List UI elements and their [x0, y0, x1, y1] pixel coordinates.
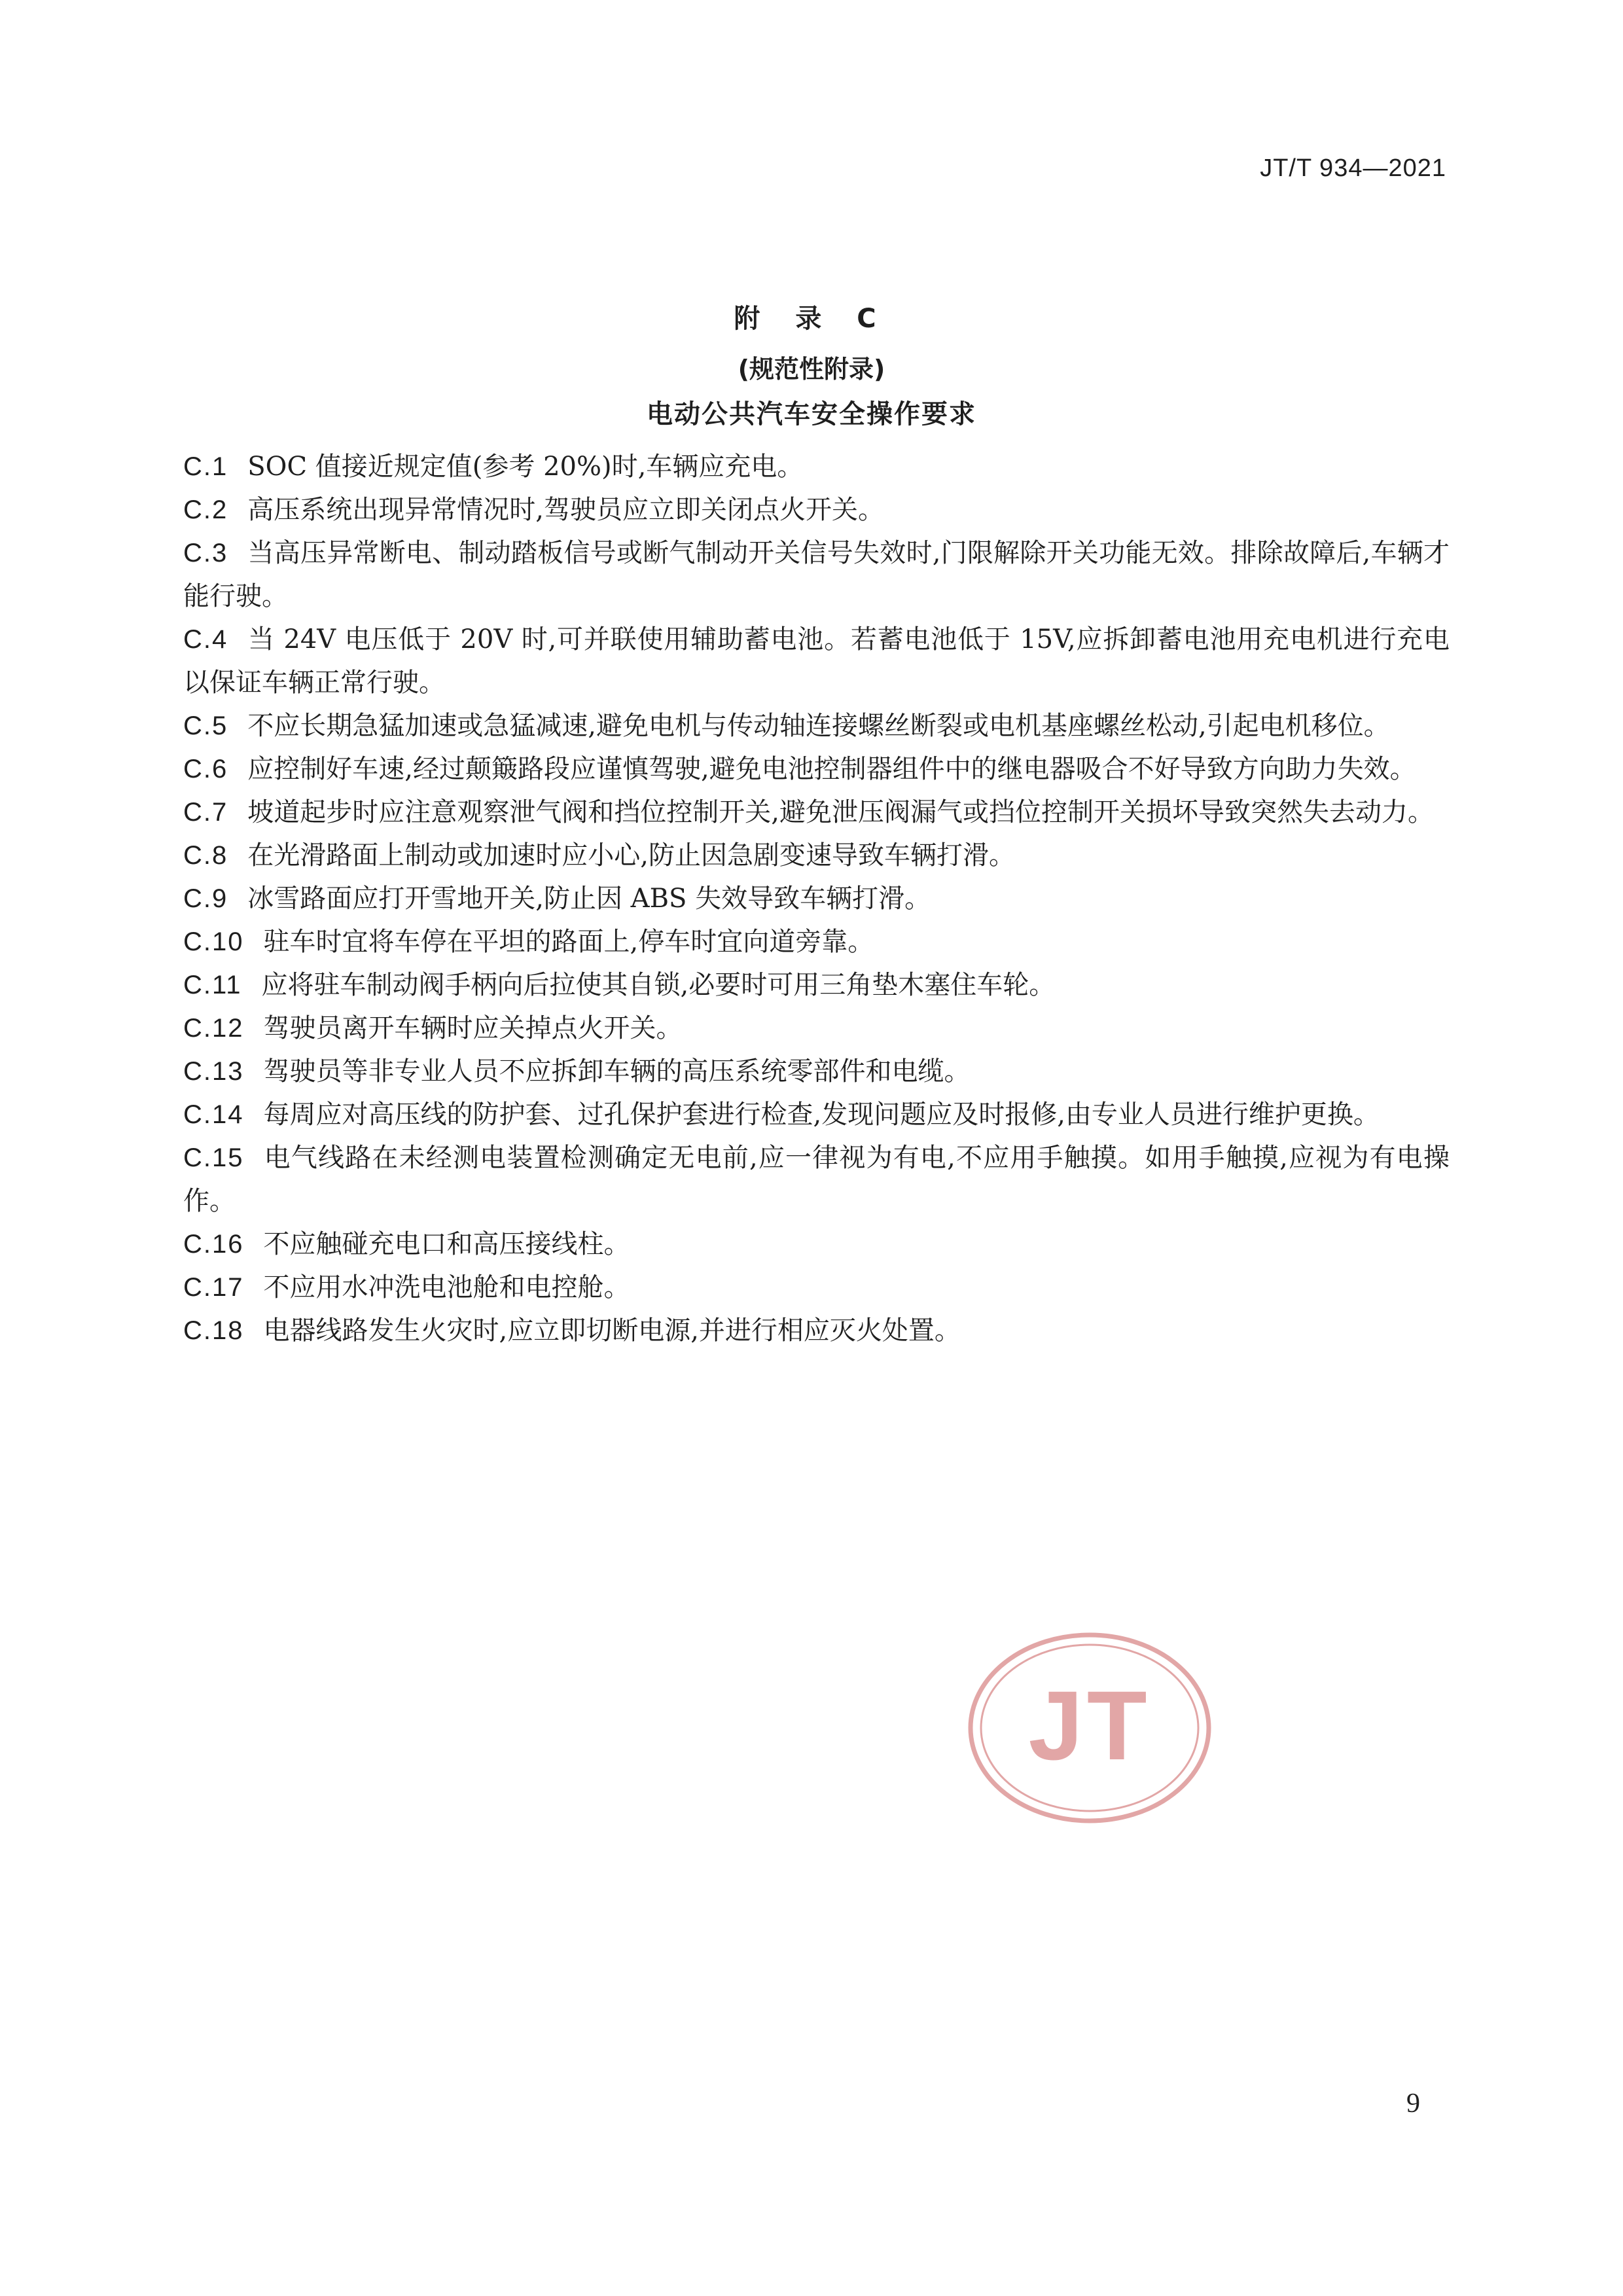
seal-text: JT — [1028, 1670, 1151, 1780]
standard-code: JT/T 934—2021 — [1260, 154, 1446, 182]
clause-text: 每周应对高压线的防护套、过孔保护套进行检查,发现问题应及时报修,由专业人员进行维护更换。 — [263, 1100, 1380, 1130]
clause-text: 电气线路在未经测电装置检测确定无电前,应一律视为有电,不应用手触摸。如用手触摸,应视为有电操作。 — [183, 1143, 1450, 1216]
clause-number: C.5 — [183, 711, 228, 740]
clause-text: 在光滑路面上制动或加速时应小心,防止因急剧变速导致车辆打滑。 — [247, 840, 1015, 870]
clause-c-11 — [183, 963, 1450, 1007]
clause-number: C.3 — [183, 539, 228, 567]
clause-number: C.14 — [183, 1100, 244, 1129]
clause-text: 驻车时宜将车停在平坦的路面上,停车时宜向道旁靠。 — [263, 927, 874, 957]
clause-c-16 — [183, 1223, 1450, 1266]
clause-c-18 — [183, 1309, 1450, 1352]
clause-number: C.9 — [183, 884, 228, 913]
clause-text: 当 24V 电压低于 20V 时,可并联使用辅助蓄电池。若蓄电池低于 15V,应拆卸蓄电池用充电机进行充电以保证车辆正常行驶。 — [183, 624, 1450, 698]
clause-text: 高压系统出现异常情况时,驾驶员应立即关闭点火开关。 — [247, 495, 884, 525]
clause-text: 冰雪路面应打开雪地开关,防止因 ABS 失效导致车辆打滑。 — [247, 884, 931, 914]
clause-text: SOC 值接近规定值(参考 20%)时,车辆应充电。 — [247, 452, 804, 482]
clause-c-7 — [183, 791, 1450, 834]
annex-title: 附 录 C — [734, 304, 889, 334]
clause-c-3 — [183, 531, 1450, 618]
clause-text: 驾驶员离开车辆时应关掉点火开关。 — [263, 1013, 683, 1043]
clause-number: C.8 — [183, 841, 228, 870]
clause-list — [183, 445, 1450, 1352]
clause-number: C.18 — [183, 1316, 244, 1345]
clause-number: C.1 — [183, 452, 228, 481]
clause-text: 电器线路发生火灾时,应立即切断电源,并进行相应灭火处置。 — [263, 1316, 961, 1346]
clause-number: C.11 — [183, 971, 242, 999]
clause-text: 坡道起步时应注意观察泄气阀和挡位控制开关,避免泄压阀漏气或挡位控制开关损坏导致突然失去动力。 — [247, 797, 1434, 827]
clause-c-5 — [183, 704, 1450, 747]
clause-number: C.12 — [183, 1014, 244, 1043]
clause-c-15 — [183, 1136, 1450, 1223]
clause-text: 应控制好车速,经过颠簸路段应谨慎驾驶,避免电池控制器组件中的继电器吸合不好导致方向助力失效。 — [247, 754, 1416, 784]
clause-c-6 — [183, 747, 1450, 791]
annex-heading: 电动公共汽车安全操作要求 — [647, 399, 976, 429]
page-number: 9 — [1406, 2089, 1420, 2119]
clause-c-8 — [183, 834, 1450, 877]
clause-number: C.16 — [183, 1230, 244, 1259]
clause-c-2 — [183, 488, 1450, 531]
clause-number: C.7 — [183, 798, 228, 827]
clause-number: C.10 — [183, 927, 244, 956]
clause-number: C.4 — [183, 625, 228, 654]
clause-number: C.13 — [183, 1057, 244, 1086]
clause-text: 当高压异常断电、制动踏板信号或断气制动开关信号失效时,门限解除开关功能无效。排除故障后,车辆才能行驶。 — [183, 538, 1450, 611]
clause-c-10 — [183, 920, 1450, 963]
clause-text: 驾驶员等非专业人员不应拆卸车辆的高压系统零部件和电缆。 — [263, 1056, 971, 1086]
clause-c-12 — [183, 1007, 1450, 1050]
clause-c-1 — [183, 445, 1450, 488]
clause-number: C.2 — [183, 495, 228, 524]
clause-c-9 — [183, 877, 1450, 920]
clause-text: 不应触碰充电口和高压接线柱。 — [263, 1229, 630, 1259]
jt-seal-logo — [965, 1630, 1214, 1826]
clause-number: C.17 — [183, 1273, 244, 1302]
annex-type: (规范性附录) — [738, 355, 885, 384]
clause-text: 不应长期急猛加速或急猛减速,避免电机与传动轴连接螺丝断裂或电机基座螺丝松动,引起电机移位。 — [247, 711, 1390, 741]
clause-c-13 — [183, 1050, 1450, 1093]
clause-c-14 — [183, 1093, 1450, 1136]
clause-number: C.6 — [183, 755, 228, 783]
clause-c-17 — [183, 1266, 1450, 1309]
clause-number: C.15 — [183, 1143, 244, 1172]
clause-text: 不应用水冲洗电池舱和电控舱。 — [263, 1272, 630, 1302]
clause-c-4 — [183, 618, 1450, 704]
clause-text: 应将驻车制动阀手柄向后拉使其自锁,必要时可用三角垫木塞住车轮。 — [261, 970, 1056, 1000]
